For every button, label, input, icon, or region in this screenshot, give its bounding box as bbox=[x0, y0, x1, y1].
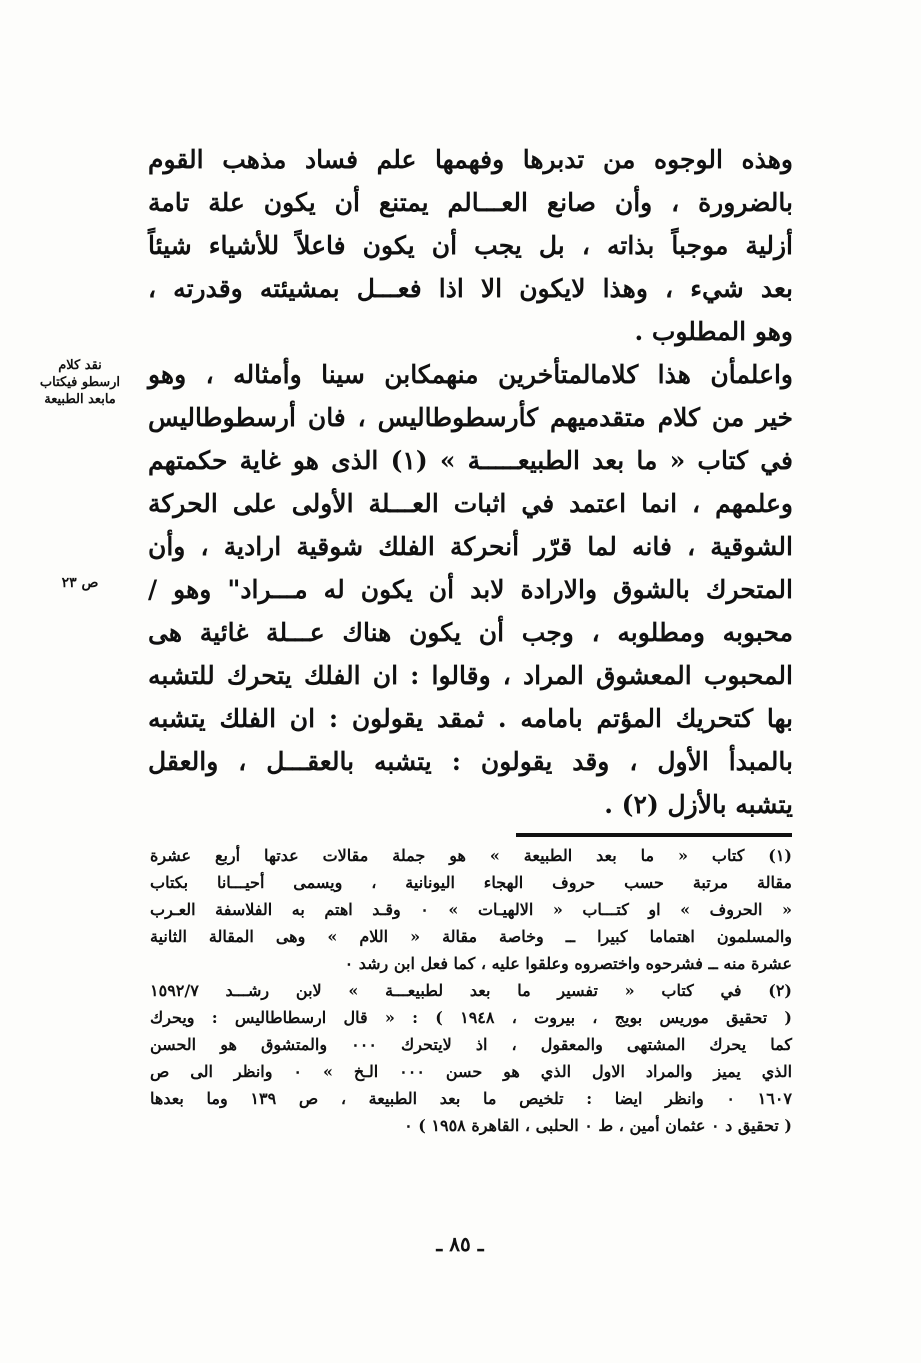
footnote-line: ( تحقيق موريس بويج ، بيروت ، ١٩٤٨ ) : « قال ارسطاطاليس : ويحرك bbox=[150, 1008, 792, 1027]
text-line: وهذه الوجوه من تدبرها وفهمها علم فساد مذهب القوم bbox=[148, 145, 793, 174]
margin-note-critique bbox=[12, 357, 148, 408]
footnote-line: عشرة منه ــ فشرحوه واختصروه وعلقوا عليه ، كما فعل ابن رشد ٠ bbox=[344, 954, 792, 973]
footnote-line: ( تحقيق د ٠ عثمان أمين ، ط ٠ الحلبى ، القاهرة ١٩٥٨ ) ٠ bbox=[404, 1116, 792, 1135]
footnote-line: « الحروف » او كتـــاب « الالهيـات » ٠ وقـد اهتم به الفلاسفة العـرب bbox=[150, 900, 792, 919]
footnote-line: والمسلمون اهتماما كبيرا ــ وخاصة مقالة « اللام » وهى المقالة الثانية bbox=[150, 927, 792, 946]
text-line: الشوقية ، فانه لما قرّر أنحركة الفلك شوقية ارادية ، وأن bbox=[148, 532, 793, 561]
text-line: وعلمهم ، انما اعتمد في اثبات العـــلة الأولى على الحركة bbox=[148, 489, 793, 518]
footnote-line: (١) كتاب « ما بعد الطبيعة » هو جملة مقالات عدتها أربع عشرة bbox=[150, 846, 792, 865]
text-line: بعد شيء ، وهذا لايكون الا اذا فعـــل بمشيئته وقدرته ، bbox=[148, 274, 793, 303]
footnote-separator bbox=[516, 833, 792, 837]
text-line: واعلمأن هذا كلامالمتأخرين منهمكابن سينا وأمثاله ، وهو bbox=[148, 360, 793, 389]
footnote-line: ١٦٠٧ ٠ وانظر ايضا : تلخيص ما بعد الطبيعة ، ص ١٣٩ وما بعدها bbox=[150, 1089, 793, 1108]
footnote-line: مقالة مرتبة حسب حروف الهجاء اليونانية ، ويسمى أحيـــانا بكتاب bbox=[150, 873, 792, 892]
margin-note-line: ارسطو فيكتاب bbox=[39, 375, 121, 390]
footnotes-block bbox=[150, 842, 792, 1139]
footnote-line: الذي يميز والمراد الاول الذي هو حسن ٠٠٠ الـخ » ٠ وانظر الى ص bbox=[150, 1062, 793, 1081]
margin-note-line: مابعد الطبيعة bbox=[44, 392, 116, 407]
text-line: وهو المطلوب . bbox=[634, 317, 793, 346]
margin-page-reference: ص ٢٣ bbox=[61, 575, 99, 591]
text-line: يتشبه بالأزل (٢) . bbox=[604, 790, 793, 819]
footnote-line: (٢) في كتاب « تفسير ما بعد لطبيعـــة » لابن رشـــد ١٥٩٢/٧ bbox=[150, 981, 792, 1000]
footnote-line: كما يحرك المشتهى والمعقول ، اذ لايتحرك ٠٠٠ والمتشوق هو الحسن bbox=[150, 1035, 793, 1054]
text-line: في كتاب « ما بعد الطبيعـــــة » (١) الذى هو غاية حكمتهم bbox=[148, 446, 793, 475]
text-line: أزلية موجباً بذاته ، بل يجب أن يكون فاعلاً للأشياء شيئاً bbox=[148, 231, 793, 260]
text-line: بها كتحريك المؤتم بامامه . ثمقد يقولون : ان الفلك يتشبه bbox=[148, 704, 793, 733]
main-text-block bbox=[148, 138, 793, 826]
text-line: المتحرك بالشوق والارادة لابد أن يكون له مـــراد" وهو / bbox=[148, 575, 793, 604]
page-number: ـ ٨٥ ـ bbox=[436, 1232, 484, 1256]
text-line: المحبوب المعشوق المراد ، وقالوا : ان الفلك يتحرك للتشبه bbox=[148, 661, 793, 690]
text-line: بالمبدأ الأول ، وقد يقولون : يتشبه بالعقـــل ، والعقل bbox=[148, 747, 793, 776]
text-line: بالضرورة ، وأن صانع العـــالم يمتنع أن يكون علة تامة bbox=[148, 188, 793, 217]
text-line: خير من كلام متقدميهم كأرسطوطاليس ، فان أرسطوطاليس bbox=[148, 403, 793, 432]
margin-note-line: نقد كلام bbox=[58, 358, 102, 373]
text-line: محبوبه ومطلوبه ، وجب أن يكون هناك عـــلة غائية هى bbox=[148, 618, 793, 647]
